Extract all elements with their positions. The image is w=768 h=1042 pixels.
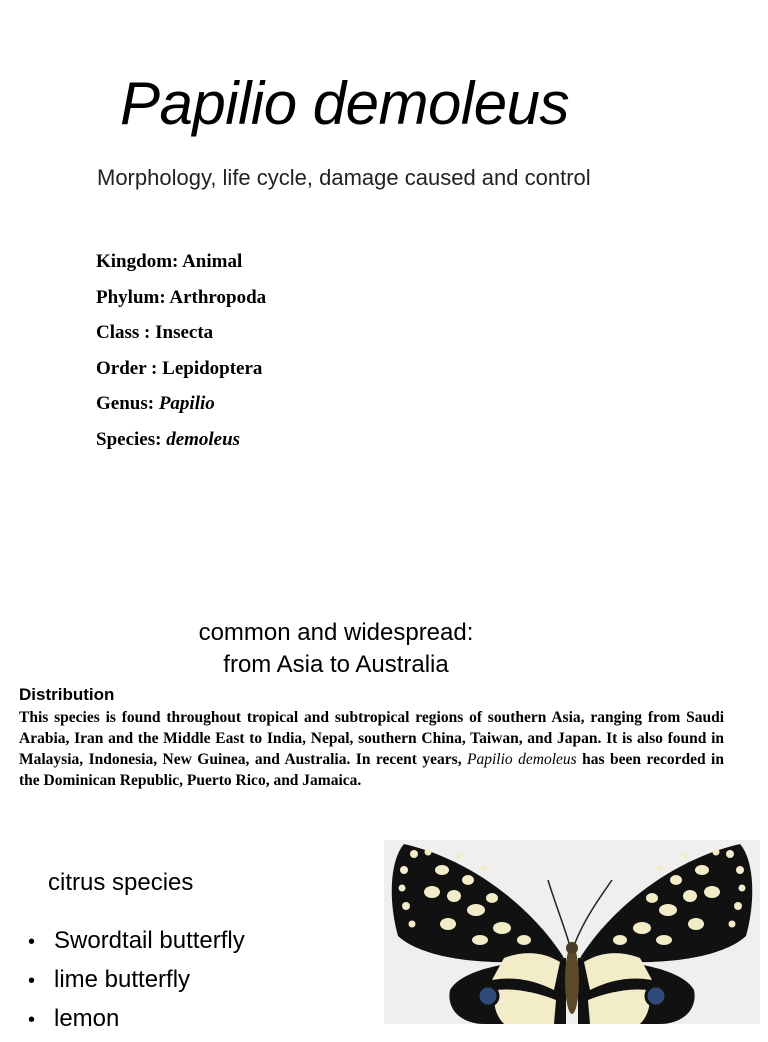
page-title: Papilio demoleus	[120, 70, 569, 137]
taxonomy-genus: Genus: Papilio	[96, 393, 215, 414]
page-subtitle: Morphology, life cycle, damage caused and control	[97, 165, 591, 190]
butterfly-body	[565, 946, 579, 1014]
range-caption: common and widespread: from Asia to Australia	[198, 619, 474, 678]
list-item: • Swordtail butterfly	[28, 927, 245, 954]
left-eyespot	[478, 986, 498, 1006]
taxonomy-list	[96, 249, 266, 462]
taxonomy-species: Species: demoleus	[96, 428, 241, 450]
taxonomy-phylum: Phylum: Arthropoda	[96, 286, 267, 308]
list-item: • lime butterfly	[28, 966, 191, 993]
right-eyespot	[646, 986, 666, 1006]
host-plants-list	[28, 925, 245, 1042]
distribution-heading: Distribution	[19, 685, 115, 704]
taxonomy-order: Order : Lepidoptera	[96, 357, 263, 379]
butterfly-photo	[384, 840, 760, 1024]
butterfly-illustration	[384, 840, 760, 1024]
list-item: • lemon	[28, 1005, 120, 1032]
taxonomy-kingdom: Kingdom: Animal	[96, 251, 243, 272]
taxonomy-class: Class : Insecta	[96, 322, 214, 343]
distribution-text: This species is found throughout tropical and subtropical regions of southern Asia, ranging from Saudi Arabia, Iran and the Middle East to India, Nepal, southern China, Taiwan, and Japan. It is also found in Malaysia, Indonesia, New Guinea, and Australia. In recent years, Papilio demoleus has been recorded in the Dominican Republic, Puerto Rico, and Jamaica.	[19, 709, 724, 789]
host-plants-title: citrus species	[48, 869, 194, 896]
